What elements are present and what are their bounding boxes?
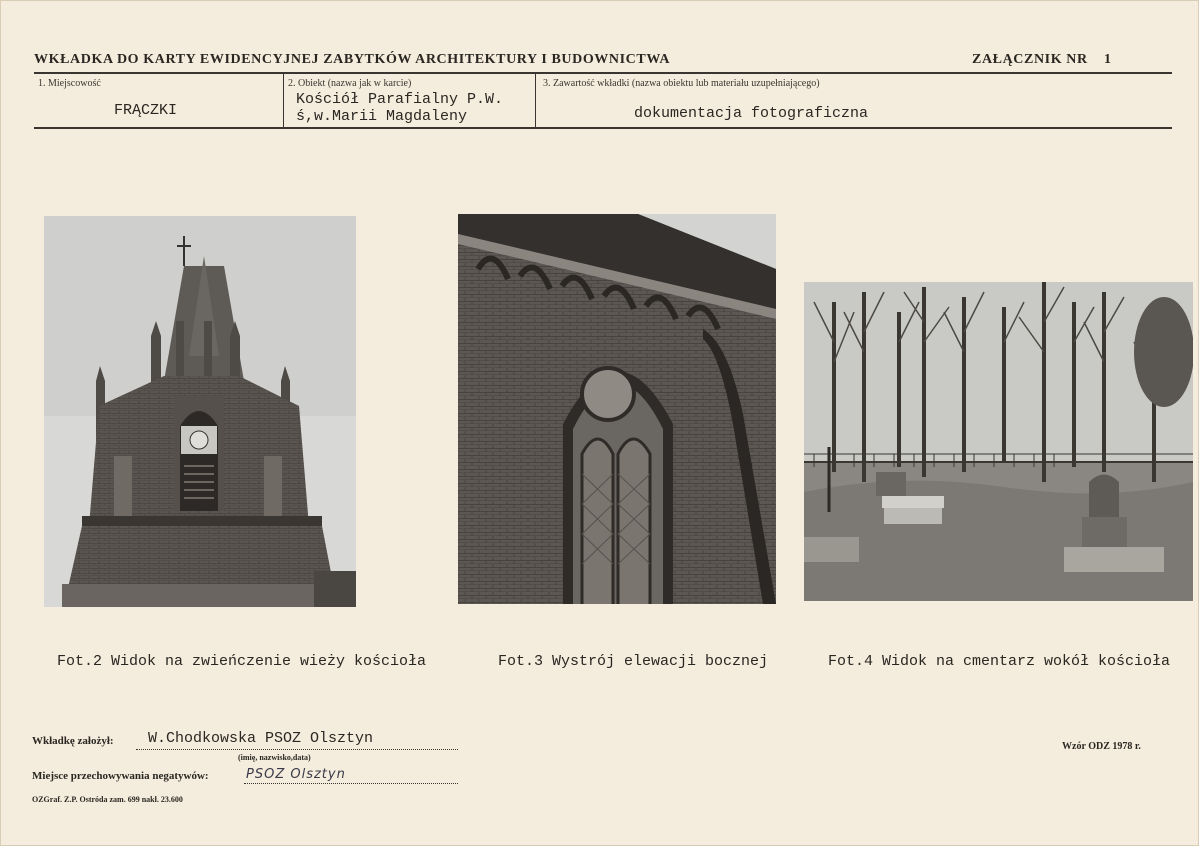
- annex-number: 1: [1104, 52, 1111, 67]
- field-object-value-line1: Kościół Parafialny P.W.: [296, 91, 504, 108]
- founded-by-hint: (imię, nazwisko,data): [238, 753, 311, 762]
- photo-elevation: [458, 214, 776, 604]
- field-content-value: dokumentacja fotograficzna: [634, 105, 869, 122]
- photo-tower: [44, 216, 356, 607]
- founded-by-line: [136, 749, 458, 750]
- field-divider-2: [535, 74, 536, 127]
- field-content-label: 3. Zawartość wkładki (nazwa obiektu lub materiału uzupełniającego): [543, 78, 820, 89]
- form-number: Wzór ODZ 1978 r.: [1062, 741, 1141, 752]
- photo-cemetery: [804, 282, 1193, 601]
- caption-photo2: Fot.2 Widok na zwieńczenie wieży kościoła: [57, 653, 427, 670]
- caption-photo3: Fot.3 Wystrój elewacji bocznej: [498, 653, 769, 670]
- field-object-label: 2. Obiekt (nazwa jak w karcie): [288, 78, 412, 89]
- field-divider-1: [283, 74, 284, 127]
- storage-line: [244, 783, 458, 784]
- header-bottom-rule: [34, 127, 1172, 129]
- storage-label: Miejsce przechowywania negatywów:: [32, 770, 209, 782]
- annex-label: ZAŁĄCZNIK NR: [972, 52, 1088, 67]
- field-locality-label: 1. Miejscowość: [38, 78, 101, 89]
- printer-imprint: OZGraf. Z.P. Ostróda zam. 699 nakł. 23.600: [32, 795, 183, 804]
- header-top-rule: [34, 72, 1172, 74]
- caption-photo4: Fot.4 Widok na cmentarz wokół kościoła: [828, 653, 1171, 670]
- storage-value: PSOZ Olsztyn: [246, 767, 346, 782]
- card-title: WKŁADKA DO KARTY EWIDENCYJNEJ ZABYTKÓW ARCHITEKTURY I BUDOWNICTWA: [34, 52, 671, 67]
- founded-by-label: Wkładkę założył:: [32, 735, 114, 747]
- founded-by-value: W.Chodkowska PSOZ Olsztyn: [148, 730, 374, 747]
- field-locality-value: FRĄCZKI: [114, 102, 178, 119]
- field-object-value-line2: ś,w.Marii Magdaleny: [296, 108, 468, 125]
